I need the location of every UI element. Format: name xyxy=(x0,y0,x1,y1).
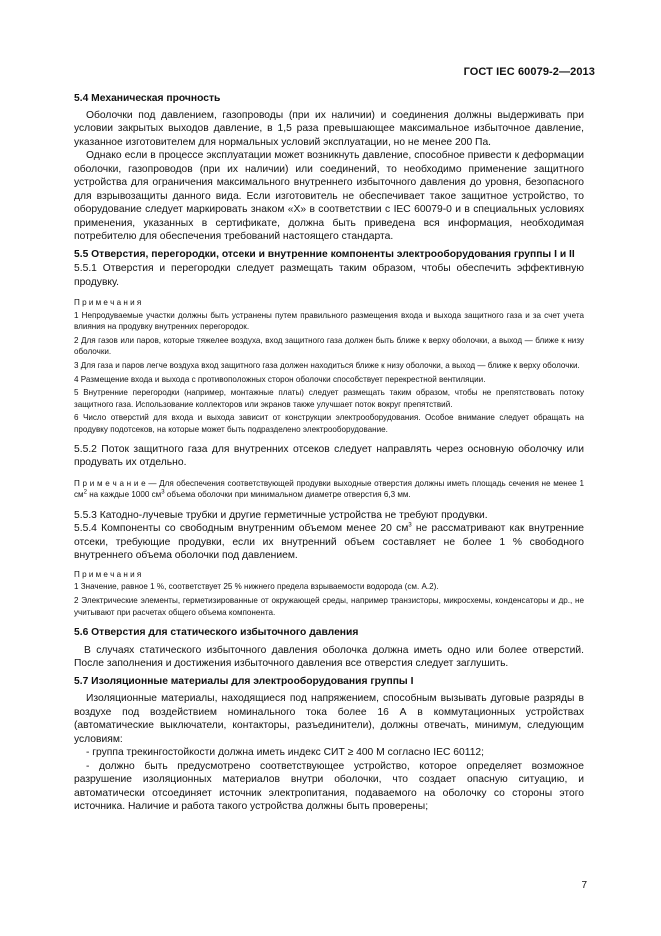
note-item: 2 Для газов или паров, которые тяжелее воздуха, вход защитного газа должен быть ближе к верху оболочки, а выход — ближе к низу оболочки. xyxy=(74,335,584,357)
note-item: 6 Число отверстий для входа и выхода зависит от конструкции электрооборудования. Особое внимание следует обращать на продувку подотсеков, на которые может быть подразделено электрооборудование. xyxy=(74,413,584,434)
superscript: 3 xyxy=(161,489,165,496)
list-item: - должно быть предусмотрено соответствующее устройство, которое определяет возможное разрушение изоляционных материалов внутри оболочки, что создает опасную ситуацию, и автоматически отсоединяет источник электропитания, подаваемого на оболочку со стороны этого источника. Наличие и работа такого устройства должны быть проверены; xyxy=(74,760,584,813)
section-5-4-paragraph: Однако если в процессе эксплуатации может возникнуть давление, способное привести к деформации оболочки, газопроводов (при их наличии) или соединений, то необходимо применение защитного устройства для ограничения максимального внутреннего избыточного давления до уровня, безопасного для взрывозащиты данного вида. Если изготовитель не обеспечивает такое защитное устройство, то оборудование следует маркировать знаком «X» в соответствии с IEC 60079-0 и в специальных условиях применения, указанных в сертификате, должна быть приведена вся информация, необходимая потребителю для обеспечения требований настоящего стандарта. xyxy=(74,150,584,242)
note-item: 1 Значение, равное 1 %, соответствует 25 % нижнего предела взрываемости водорода (см. А.2). xyxy=(74,582,439,592)
note-text: объема оболочки при минимальном диаметре отверстия 6,3 мм. xyxy=(164,490,411,500)
clause-5-5-3: 5.5.3 Катодно-лучевые трубки и другие герметичные устройства не требуют продувки. xyxy=(74,509,488,521)
superscript: 2 xyxy=(83,489,87,496)
note-label: П р и м е ч а н и е xyxy=(74,478,146,488)
note-item: 4 Размещение входа и выхода с противоположных сторон оболочки способствует перекрестной вентиляции. xyxy=(74,374,486,384)
note-item: 5 Внутренние перегородки (например, монтажные платы) следует размещать таким образом, чтобы не препятствовать потоку защитного газа. Использование коллекторов или экранов также улучшает поток вокруг препятствий. xyxy=(74,388,584,409)
notes-heading: П р и м е ч а н и я xyxy=(74,569,142,579)
note-item: 2 Электрические элементы, герметизированные от окружающей среды, например транзисторы, микросхемы, конденсаторы и др., не учитывают при расчетах общего объема компонента. xyxy=(74,595,584,617)
page-number: 7 xyxy=(581,880,587,891)
note-item: 3 Для газа и паров легче воздуха вход защитного газа должен находиться ближе к низу оболочки, а выход — ближе к верху оболочки. xyxy=(74,360,580,370)
clause-5-5-1: 5.5.1 Отверстия и перегородки следует размещать таким образом, чтобы обеспечить эффективную продувку. xyxy=(74,263,584,288)
standard-header: ГОСТ IEC 60079-2—2013 xyxy=(463,66,595,78)
clause-text: 5.5.4 Компоненты со свободным внутренним объемом менее 20 см xyxy=(74,523,409,535)
superscript: 3 xyxy=(408,522,412,529)
section-5-7-paragraph: Изоляционные материалы, находящиеся под напряжением, способным вызывать дуговые разряды в воздухе под воздействием номинального тока более 16 А в коммутационных устройствах (автоматические выключатели, контакторы, разъединители), должны отвечать, минимум, следующим условиям: xyxy=(74,693,584,745)
section-5-4-paragraph: Оболочки под давлением, газопроводы (при их наличии) и соединения должны выдерживать при условии закрытых выходов давление, в 1,5 раза превышающее максимальное избыточное давление, указанное изготовителем для нормальных условий эксплуатации, но не менее 200 Па. xyxy=(74,109,584,148)
section-5-4-title: 5.4 Механическая прочность xyxy=(74,93,221,104)
note-text: — Для обеспечения соответствующей продувки выходные отверстия должны иметь площадь сечения не менее 1 см xyxy=(74,478,584,500)
note-single xyxy=(74,478,584,501)
clause-5-5-4 xyxy=(74,522,584,563)
section-5-6-title: 5.6 Отверстия для статического избыточного давления xyxy=(74,627,359,639)
notes-heading: П р и м е ч а н и я xyxy=(74,298,142,307)
page-body xyxy=(74,92,584,814)
clause-text: не рассматривают как внутренние отсеки, требующие продувки, если их внутренний объем составляет не более 1 % свободного внутреннего объема оболочки под давлением. xyxy=(74,523,584,562)
section-5-6-paragraph: В случаях статического избыточного давления оболочка должна иметь одно или более отверстий. После заполнения и достижения избыточного давления все отверстия следует заглушить. xyxy=(74,644,584,670)
list-item: - группа трекингостойкости должна иметь индекс СИТ ≥ 400 М согласно IEC 60112; xyxy=(86,747,485,759)
clause-5-5-2: 5.5.2 Поток защитного газа для внутренних отсеков следует направлять через основную оболочку или продувать их отдельно. xyxy=(74,443,584,469)
section-5-5-title: 5.5 Отверстия, перегородки, отсеки и внутренние компоненты электрооборудования группы I и II xyxy=(74,248,575,260)
section-5-7-title: 5.7 Изоляционные материалы для электрооборудования группы I xyxy=(74,675,414,687)
note-item: 1 Непродуваемые участки должны быть устранены путем правильного размещения входа и выхода защитного газа и за счет учета влияния на продувку внутренних перегородок. xyxy=(74,310,584,332)
note-text: на каждые 1000 см xyxy=(86,490,162,500)
